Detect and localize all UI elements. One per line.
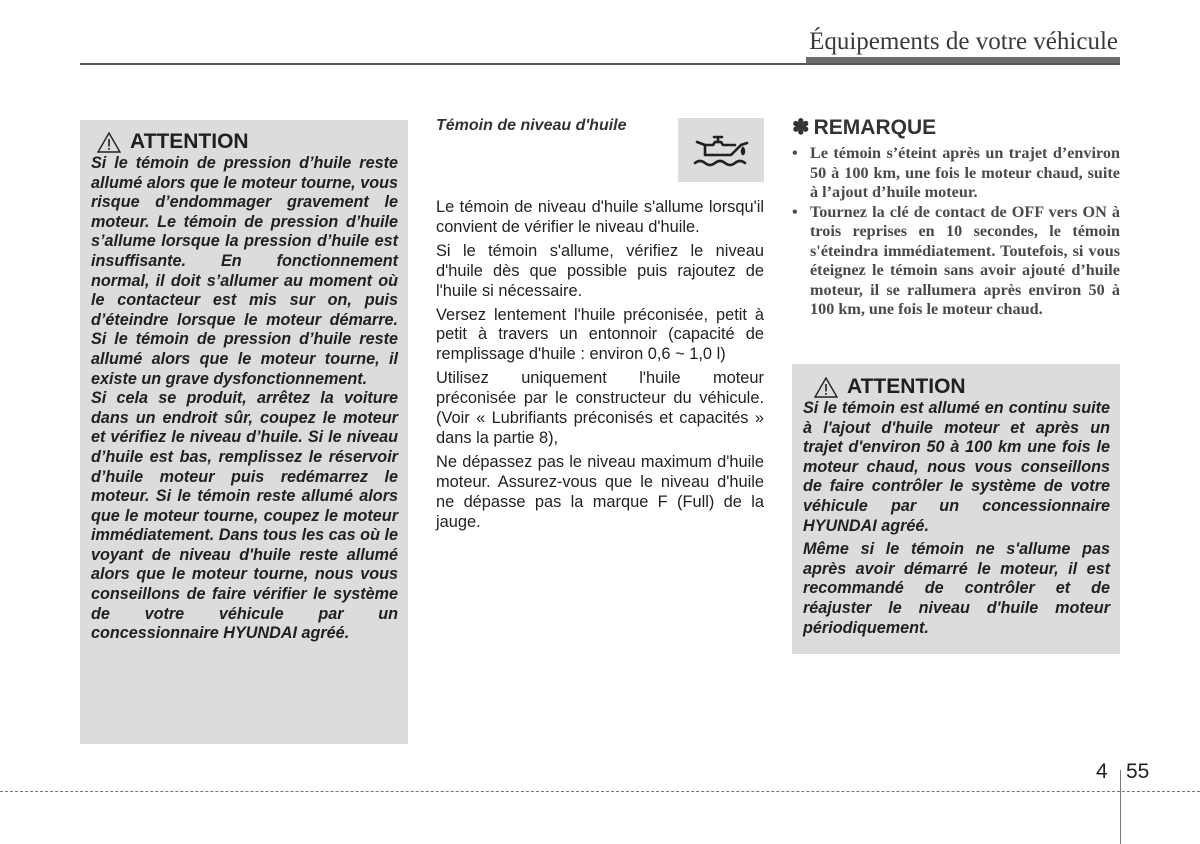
body-paragraph: Ne dépassez pas le niveau maximum d'huile moteur. Assurez-vous que le niveau d'huile ne dépasse pas la marque F (Full) de la jauge. — [436, 452, 764, 531]
remark-list — [792, 144, 1120, 320]
attention-paragraph: Si cela se produit, arrêtez la voiture dans un endroit sûr, coupez le moteur et vérifiez le niveau d’huile. Si le niveau d’huile est bas, remplissez le réservoir d’huile moteur puis redémarrez le moteur. Si le témoin reste allumé alors que le moteur tourne, coupez le moteur immédiatement. Dans tous les cas où le voyant de niveau d'huile reste allumé alors que le moteur tourne, nous vous conseillons de faire vérifier le système de votre véhicule par un concessionnaire HYUNDAI agréé. — [91, 389, 398, 643]
chapter-number: 4 — [1096, 760, 1108, 783]
attention-heading — [97, 130, 398, 154]
body-paragraph: Versez lentement l'huile préconisée, petit à petit à travers un entonnoir (capacité de remplissage d'huile : environ 0,6 ~ 1,0 l) — [436, 305, 764, 364]
oil-level-lamp-box — [678, 118, 764, 182]
section-heading: Témoin de niveau d'huile — [436, 117, 627, 134]
attention-paragraph: Si le témoin de pression d’huile reste allumé alors que le moteur tourne, vous risque d’endommager gravement le moteur. Le témoin de pression d’huile s’allume lorsque la pression d’huile est insuffisante. En fonctionnement normal, il doit s’allumer au moment où le contacteur est mis sur on, puis d’éteindre lorsque le moteur démarre. Si le témoin de pression d’huile reste allumé alors que le moteur tourne, il existe un grave dysfonctionnement. — [91, 154, 398, 388]
attention-box-oil-level — [792, 364, 1120, 654]
attention-heading — [814, 375, 1110, 399]
oil-level-warning-icon — [691, 133, 751, 167]
attention-title: ATTENTION — [847, 375, 966, 398]
attention-title: ATTENTION — [130, 130, 249, 153]
body-paragraph: Utilisez uniquement l'huile moteur préconisée par le constructeur du véhicule. (Voir « Lubrifiants préconisés et capacités » dans la partie 8), — [436, 369, 764, 447]
attention-body — [91, 154, 398, 644]
remark-section — [792, 115, 1120, 320]
page-header-title: Équipements de votre véhicule — [809, 28, 1118, 55]
attention-paragraph: Si le témoin est allumé en continu suite à l'ajout d'huile moteur et après un trajet d'environ 50 à 100 km une fois le moteur chaud, nous vous conseillons de faire contrôler le système de votre véhicule par un concessionnaire HYUNDAI agréé. — [803, 399, 1110, 535]
attention-box-oil-pressure — [80, 120, 408, 744]
body-paragraph: Si le témoin s'allume, vérifiez le niveau d'huile dès que possible puis rajoutez de l'huile si nécessaire. — [436, 241, 764, 300]
attention-body — [803, 399, 1110, 638]
footer-dashed-rule — [0, 791, 1200, 792]
remark-heading — [792, 115, 1120, 140]
remark-item: • Le témoin s’éteint après un trajet d’environ 50 à 100 km, une fois le moteur chaud, suite à l’ajout d’huile moteur. — [792, 144, 1120, 203]
asterisk-icon: ✽ — [792, 116, 810, 139]
body-paragraph: Le témoin de niveau d'huile s'allume lorsqu'il convient de vérifier le niveau d'huile. — [436, 198, 764, 236]
header-rule — [80, 63, 1120, 65]
section-body — [436, 198, 764, 537]
page-number: 55 — [1126, 760, 1150, 783]
remark-item: • Tournez la clé de contact de OFF vers ON à trois reprises en 10 secondes, le témoin s'éteindra immédiatement. Toutefois, si vous éteignez le témoin sans avoir ajouté d’huile moteur, il se rallumera après environ 50 à 100 km, une fois le moteur chaud. — [792, 203, 1120, 320]
warning-triangle-icon — [97, 132, 121, 153]
attention-paragraph: Même si le témoin ne s'allume pas après avoir démarré le moteur, il est recommandé de contrôler et de réajuster le niveau d'huile moteur périodiquement. — [803, 540, 1110, 637]
footer-divider — [1120, 770, 1121, 844]
remark-title: REMARQUE — [813, 115, 937, 139]
warning-triangle-icon — [814, 377, 838, 398]
